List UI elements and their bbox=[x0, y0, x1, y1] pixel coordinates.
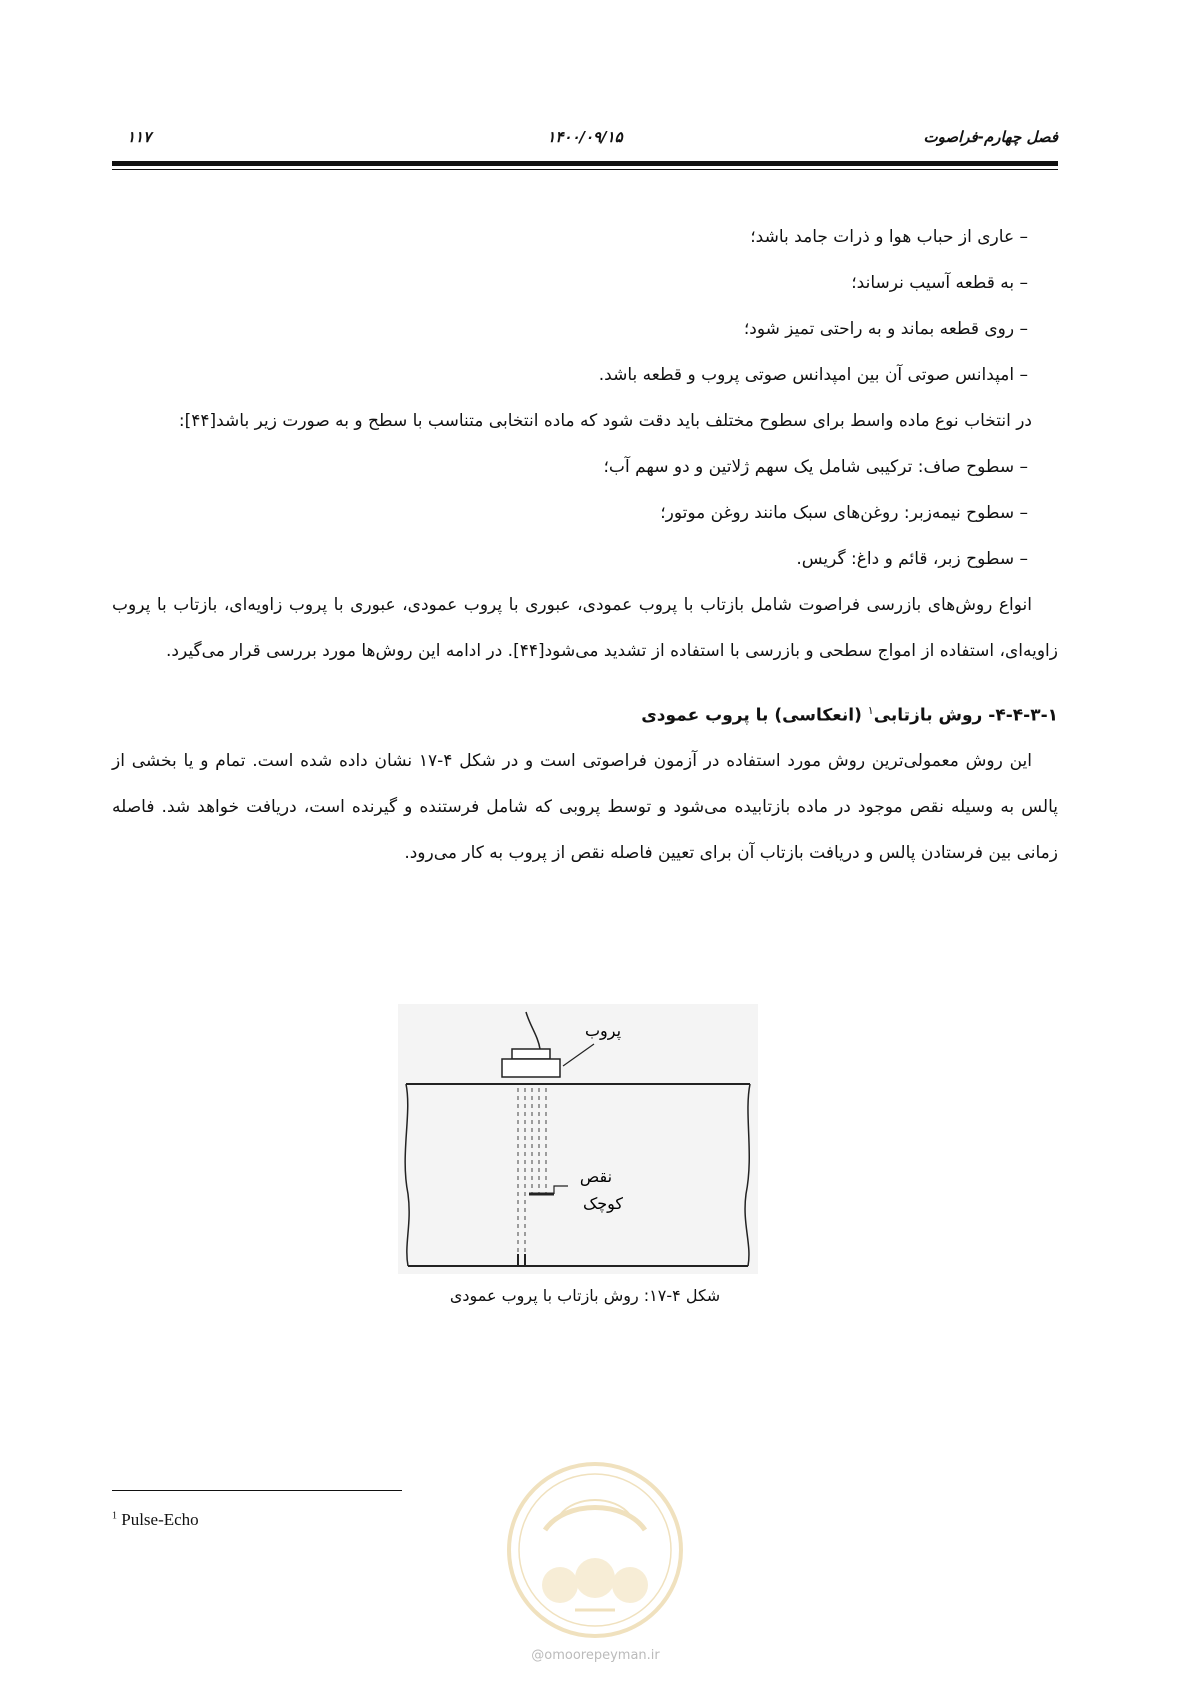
figure-background bbox=[398, 1004, 758, 1274]
footnote-reference[interactable]: ۱ bbox=[867, 704, 874, 717]
list-item: – سطوح نیمه‌زبر: روغن‌های سبک مانند روغن موتور؛ bbox=[112, 490, 1028, 536]
list-item: – سطوح زبر، قائم و داغ: گریس. bbox=[112, 536, 1028, 582]
watermark-url: @omoorepeyman.ir bbox=[531, 1648, 660, 1663]
paragraph: انواع روش‌های بازرسی فراصوت شامل بازتاب با پروب عمودی، عبوری با پروب عمودی، عبوری با پروب زاویه‌ای، بازتاب با پروب زاویه‌ای، استفاده از امواج سطحی و بازرسی با استفاده از تشدید می‌شود[۴۴]. در ادامه این روش‌ها مورد بررسی قرار می‌گیرد. bbox=[112, 595, 1058, 661]
footnote-text: Pulse-Echo bbox=[121, 1510, 199, 1529]
paragraph: در انتخاب نوع ماده واسط برای سطوح مختلف باید دقت شود که ماده انتخابی متناسب با سطح و به صورت زیر باشد[۴۴]: bbox=[178, 411, 1032, 431]
section-title-text: روش بازتابی bbox=[873, 705, 983, 726]
footnote-number: 1 bbox=[112, 1510, 117, 1522]
list-item: – سطوح صاف: ترکیبی شامل یک سهم ژلاتین و دو سهم آب؛ bbox=[112, 444, 1028, 490]
list-item: – به قطعه آسیب نرساند؛ bbox=[112, 260, 1028, 306]
defect-label-line-2: کوچک bbox=[582, 1194, 624, 1213]
publisher-seal-logo bbox=[505, 1460, 685, 1640]
probe-top bbox=[512, 1049, 550, 1059]
pulse-echo-diagram bbox=[398, 1004, 758, 1274]
header-date: ۱۴۰۰/۰۹/۱۵ bbox=[547, 128, 623, 146]
header-rule-thin bbox=[112, 169, 1058, 170]
footnote bbox=[112, 1510, 199, 1530]
defect-label-line-1: نقص bbox=[579, 1167, 613, 1186]
medium-properties-list bbox=[112, 214, 1058, 398]
list-item: – عاری از حباب هوا و ذرات جامد باشد؛ bbox=[112, 214, 1028, 260]
figure-caption: شکل ۴-۱۷: روش بازتاب با پروب عمودی bbox=[449, 1286, 721, 1305]
list-item: – امپدانس صوتی آن بین امپدانس صوتی پروب و قطعه باشد. bbox=[112, 352, 1028, 398]
section-heading bbox=[112, 688, 1058, 734]
paragraph: این روش معمولی‌ترین روش مورد استفاده در آزمون فراصوتی است و در شکل ۴-۱۷ نشان داده شده است. تمام و یا بخشی از پالس به وسیله نقص موجود در ماده بازتابیده می‌شود و توسط پروبی که شامل فرستنده و گیرنده است، دریافت خواهد شد. فاصله زمانی بین فرستادن پالس و دریافت بازتاب آن برای تعیین فاصله نقص از پروب به کار می‌رود. bbox=[112, 751, 1058, 863]
list-item: – روی قطعه بماند و به راحتی تمیز شود؛ bbox=[112, 306, 1028, 352]
footnote-separator bbox=[112, 1490, 402, 1491]
surface-medium-list bbox=[112, 444, 1058, 582]
page-number: ۱۱۷ bbox=[127, 128, 152, 146]
header-rule-thick bbox=[112, 161, 1058, 166]
probe-body bbox=[502, 1059, 560, 1077]
chapter-title: فصل چهارم-فراصوت bbox=[923, 128, 1058, 146]
page-body bbox=[112, 214, 1058, 876]
section-number: ۴-۴-۳-۱- bbox=[988, 705, 1058, 726]
section-title-suffix: (انعکاسی) با پروب عمودی bbox=[641, 705, 862, 726]
probe-label: پروب bbox=[584, 1021, 622, 1040]
pulse-echo-figure bbox=[398, 1004, 758, 1274]
